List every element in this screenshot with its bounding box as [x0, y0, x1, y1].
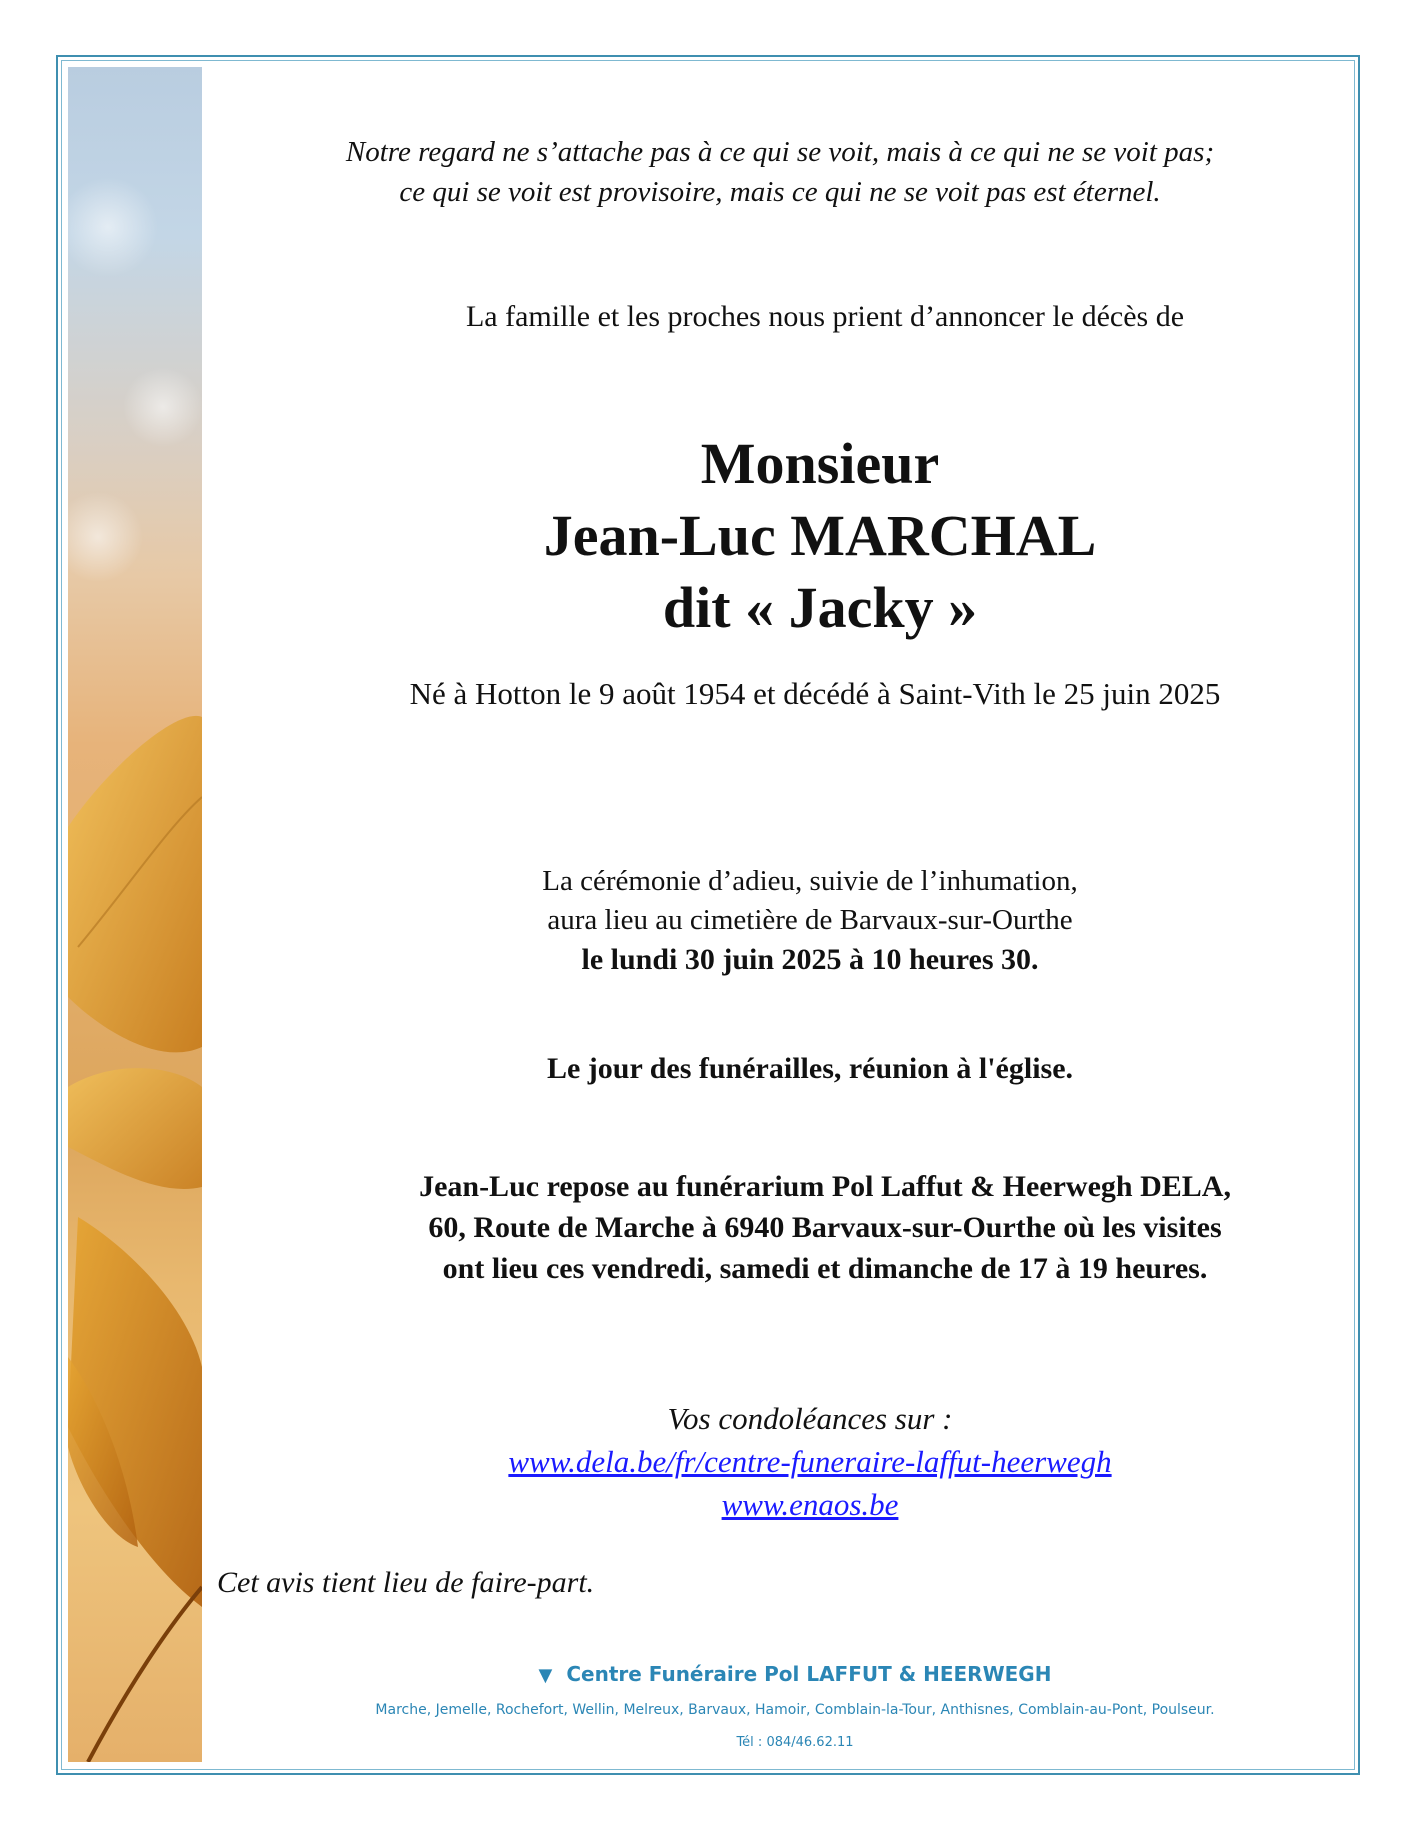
honorific: Monsieur [700, 431, 940, 496]
condolences-link-enaos[interactable]: www.enaos.be [721, 1487, 899, 1522]
condolences-block [260, 1397, 1360, 1526]
ceremony-line-1: La cérémonie d’adieu, suivie de l’inhumation, [542, 865, 1078, 897]
birth-death-dates: Né à Hotton le 9 août 1954 et décédé à Saint-Vith le 25 juin 2025 [409, 676, 1221, 711]
repose-line-2: 60, Route de Marche à 6940 Barvaux-sur-Ourthe où les visites [428, 1211, 1222, 1244]
nickname: dit « Jacky » [662, 575, 978, 640]
ceremony-details [260, 862, 1360, 979]
faire-part-note: Cet avis tient lieu de faire-part. [217, 1566, 595, 1599]
bible-quote [205, 132, 1355, 212]
condolences-link-dela[interactable]: www.dela.be/fr/centre-funeraire-laffut-heerwegh [508, 1444, 1112, 1479]
repose-details [260, 1166, 1390, 1289]
deceased-name-block [270, 428, 1370, 644]
reunion-note: Le jour des funérailles, réunion à l'église. [546, 1052, 1074, 1085]
funeral-home-label: Centre Funéraire Pol LAFFUT & HEERWEGH [566, 1662, 1052, 1686]
ceremony-line-2: aura lieu au cimetière de Barvaux-sur-Ourthe [547, 904, 1073, 936]
deceased-name: Jean-Luc MARCHAL [543, 503, 1097, 568]
triangle-down-icon: ▼ [538, 1665, 553, 1686]
funeral-home-name [230, 1662, 1360, 1686]
condolences-label: Vos condoléances sur : [667, 1401, 953, 1436]
repose-line-1: Jean-Luc repose au funérarium Pol Laffut & Heerwegh DELA, [419, 1170, 1231, 1203]
leaf-illustration [68, 67, 202, 1762]
announcement-intro: La famille et les proches nous prient d’annoncer le décès de [465, 300, 1185, 333]
ceremony-date: le lundi 30 juin 2025 à 10 heures 30. [581, 943, 1039, 976]
funeral-home-phone: Tél : 084/46.62.11 [736, 1735, 854, 1750]
repose-line-3: ont lieu ces vendredi, samedi et dimanche de 17 à 19 heures. [442, 1252, 1208, 1285]
autumn-leaves-image [68, 67, 202, 1762]
funeral-home-locations: Marche, Jemelle, Rochefort, Wellin, Melreux, Barvaux, Hamoir, Comblain-la-Tour, Anthisnes, Comblain-au-Pont, Poulseur. [375, 1702, 1215, 1718]
quote-line-1: Notre regard ne s’attache pas à ce qui se voit, mais à ce qui ne se voit pas; [345, 136, 1215, 168]
quote-line-2: ce qui se voit est provisoire, mais ce qui ne se voit pas est éternel. [399, 176, 1161, 208]
